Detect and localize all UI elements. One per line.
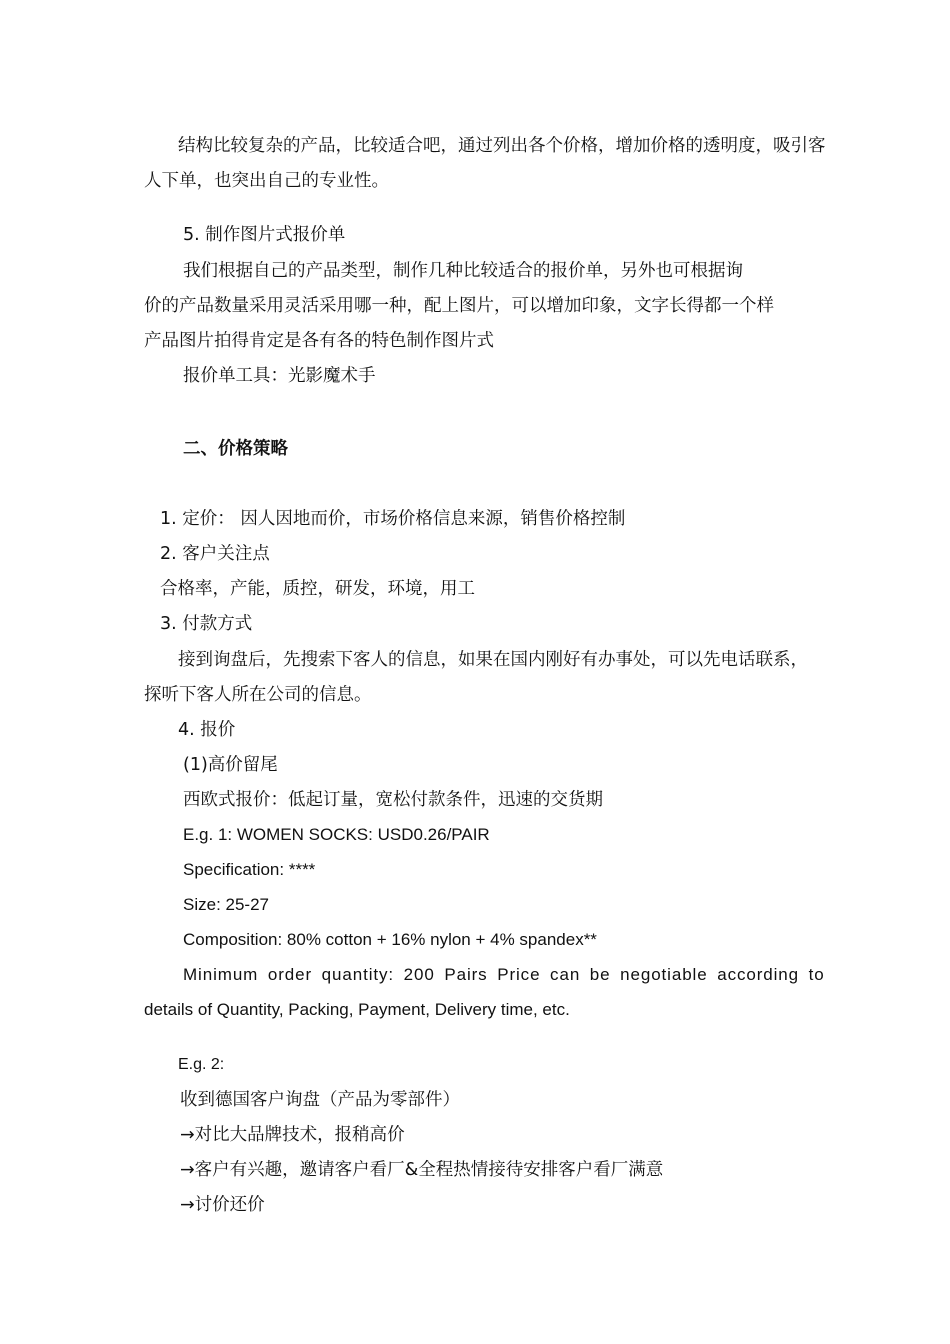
example1-size: Size: 25-27 xyxy=(183,895,269,914)
example1-moq-text: Minimum order quantity: 200 Pairs Price can be negotiable according to xyxy=(183,965,825,984)
item-quote-title: 4. 报价 xyxy=(178,720,236,740)
section5-title: 5. 制作图片式报价单 xyxy=(183,225,346,245)
item-high-price: (1)高价留尾 xyxy=(183,755,278,775)
example1-moq-line-2: details of Quantity, Packing, Payment, Delivery time, etc. xyxy=(144,1000,570,1019)
item-payment-title: 3. 付款方式 xyxy=(160,614,253,634)
example2-line-4: →讨价还价 xyxy=(180,1195,265,1215)
item-western-quote: 西欧式报价：低起订量，宽松付款条件，迅速的交货期 xyxy=(183,790,603,810)
example2-title: E.g. 2: xyxy=(178,1056,225,1073)
example2-line-2: →对比大品牌技术，报稍高价 xyxy=(180,1125,405,1145)
example1-moq-line-1 xyxy=(183,963,825,987)
example2-line-1: 收到德国客户询盘（产品为零部件） xyxy=(180,1090,460,1110)
example2-line-3: →客户有兴趣，邀请客户看厂&全程热情接待安排客户看厂满意 xyxy=(180,1160,664,1180)
item-focus-title: 2. 客户关注点 xyxy=(160,544,270,564)
item-focus-list: 合格率，产能，质控，研发，环境，用工 xyxy=(160,579,475,599)
payment-line-1: 接到询盘后，先搜索下客人的信息，如果在国内刚好有办事处，可以先电话联系， xyxy=(178,650,808,670)
example1-composition: Composition: 80% cotton + 16% nylon + 4% spandex** xyxy=(183,930,597,949)
item-pricing: 1. 定价： 因人因地而价，市场价格信息来源，销售价格控制 xyxy=(160,509,626,529)
section5-para-line-1: 我们根据自己的产品类型，制作几种比较适合的报价单，另外也可根据询 xyxy=(183,261,743,281)
intro-line-1: 结构比较复杂的产品，比较适合吧，通过列出各个价格，增加价格的透明度，吸引客 xyxy=(178,136,826,156)
section5-tool: 报价单工具：光影魔术手 xyxy=(183,366,376,386)
section5-para-line-2: 价的产品数量采用灵活采用哪一种，配上图片，可以增加印象，文字长得都一个样 xyxy=(144,296,774,316)
payment-line-2: 探听下客人所在公司的信息。 xyxy=(144,685,372,705)
example1-specification: Specification: **** xyxy=(183,860,316,879)
example1-title: E.g. 1: WOMEN SOCKS: USD0.26/PAIR xyxy=(183,825,490,844)
section-heading-price-strategy: 二、价格策略 xyxy=(183,439,288,459)
section5-para-line-3: 产品图片拍得肯定是各有各的特色制作图片式 xyxy=(144,331,494,351)
intro-line-2: 人下单，也突出自己的专业性。 xyxy=(144,171,389,191)
